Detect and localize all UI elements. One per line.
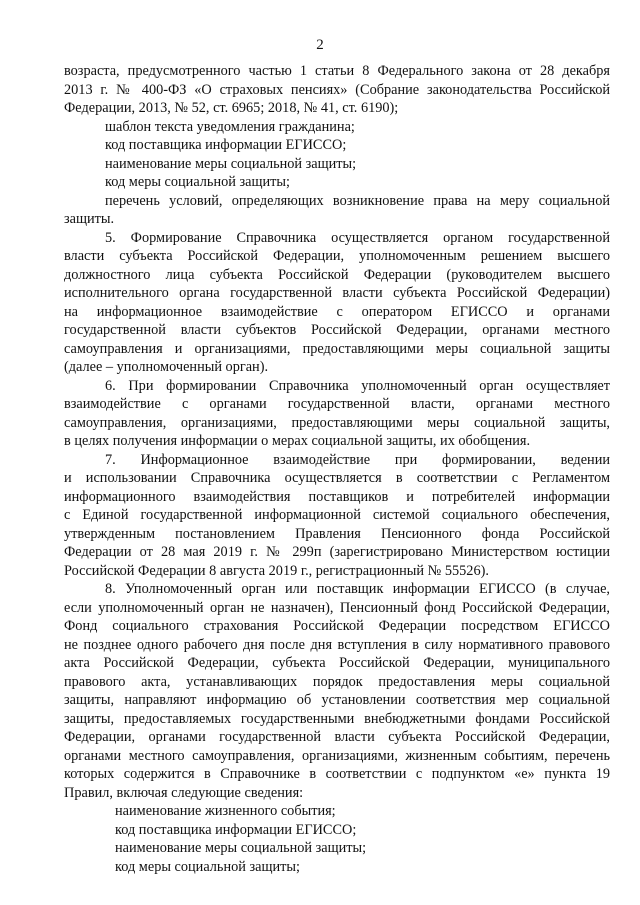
text-line: с Единой государственной информационной системой социального обеспечения, xyxy=(64,507,610,523)
text-line: Федерации, органами государственной власти субъекта Российской Федерации, xyxy=(64,729,610,745)
text-line: и использовании Справочника осуществляется в соответствии с Регламентом xyxy=(64,470,610,486)
text-line: Фонд социального страхования Российской Федерации посредством ЕГИССО xyxy=(64,618,610,634)
text-line: правового акта, устанавливающих порядок предоставления меры социальной xyxy=(64,673,610,690)
text-line: в целях получения информации о мерах социальной защиты, их обобщения. xyxy=(64,433,531,449)
text-line: власти субъекта Российской Федерации, уполномоченным решением высшего xyxy=(64,248,610,264)
text-line: Федерации, 2013, № 52, ст. 6965; 2018, № 41, ст. 6190); xyxy=(64,100,399,116)
text-line: органами местного самоуправления, организациями, жизненным событиям, перечень xyxy=(64,747,610,764)
text-line: акта Российской Федерации, субъекта Российской Федерации, муниципального xyxy=(64,655,610,671)
text-line: самоуправления, организациями, предоставляющими меры социальной защиты, xyxy=(64,414,610,431)
text-line: защиты. xyxy=(64,211,115,227)
text-line: исполнительного органа государственной власти субъекта Российской Федерации) xyxy=(64,285,610,301)
text-line: информационного взаимодействия поставщиков и потребителей информации xyxy=(64,488,610,505)
text-line: 6. При формировании Справочника уполномоченный орган осуществляет xyxy=(105,377,610,394)
text-line: код поставщика информации ЕГИССО; xyxy=(105,137,347,153)
text-line: наименование жизненного события; xyxy=(115,803,336,819)
text-line: Федерации от 28 мая 2019 г. № 299п (зарегистрировано Министерством юстиции xyxy=(64,544,610,560)
page-number: 2 xyxy=(316,37,324,53)
text-line: перечень условий, определяющих возникновение права на меру социальной xyxy=(105,192,610,209)
text-line: на информационное взаимодействие с оператором ЕГИССО и органами xyxy=(64,303,610,320)
text-line: код меры социальной защиты; xyxy=(105,174,290,190)
document-body xyxy=(64,62,610,876)
text-line: должностного лица субъекта Российской Федерации (руководителем высшего xyxy=(64,266,610,283)
text-line: 5. Формирование Справочника осуществляется органом государственной xyxy=(105,229,610,246)
text-line: наименование меры социальной защиты; xyxy=(105,155,357,172)
text-line: защиты, направляют информацию об установлении соответствия мер социальной xyxy=(64,692,610,708)
text-line: 2013 г. № 400-ФЗ «О страховых пенсиях» (Собрание законодательства Российской xyxy=(64,81,610,98)
text-line: защиты, предоставляемых государственными внебюджетными фондами Российской xyxy=(64,710,610,727)
text-line: возраста, предусмотренного частью 1 статьи 8 Федерального закона от 28 декабря xyxy=(64,63,610,79)
text-line: Российской Федерации 8 августа 2019 г., регистрационный № 55526). xyxy=(64,562,489,579)
text-line: 8. Уполномоченный орган или поставщик информации ЕГИССО (в случае, xyxy=(105,581,610,597)
text-line: (далее – уполномоченный орган). xyxy=(64,359,269,375)
text-line: код меры социальной защиты; xyxy=(115,858,300,875)
text-line: самоуправления и организациями, предоставляющими меры социальной защиты xyxy=(64,340,610,357)
text-line: если уполномоченный орган не назначен), Пенсионный фонд Российской Федерации, xyxy=(64,599,610,616)
text-line: взаимодействие с органами государственной власти, органами местного xyxy=(64,396,610,412)
text-line: утвержденным постановлением Правления Пенсионного фонда Российской xyxy=(64,525,610,542)
text-line: государственной власти субъектов Российской Федерации, органами местного xyxy=(64,322,610,338)
text-line: 7. Информационное взаимодействие при формировании, ведении xyxy=(105,451,610,468)
text-line: не позднее одного рабочего дня после дня вступления в силу нормативного правового xyxy=(64,636,610,653)
text-line: код поставщика информации ЕГИССО; xyxy=(115,821,357,838)
text-line: Правил, включая следующие сведения: xyxy=(64,784,304,801)
text-line: которых содержится в Справочнике в соответствии с подпунктом «е» пункта 19 xyxy=(64,766,610,782)
text-line: наименование меры социальной защиты; xyxy=(115,840,367,856)
text-line: шаблон текста уведомления гражданина; xyxy=(105,118,355,135)
